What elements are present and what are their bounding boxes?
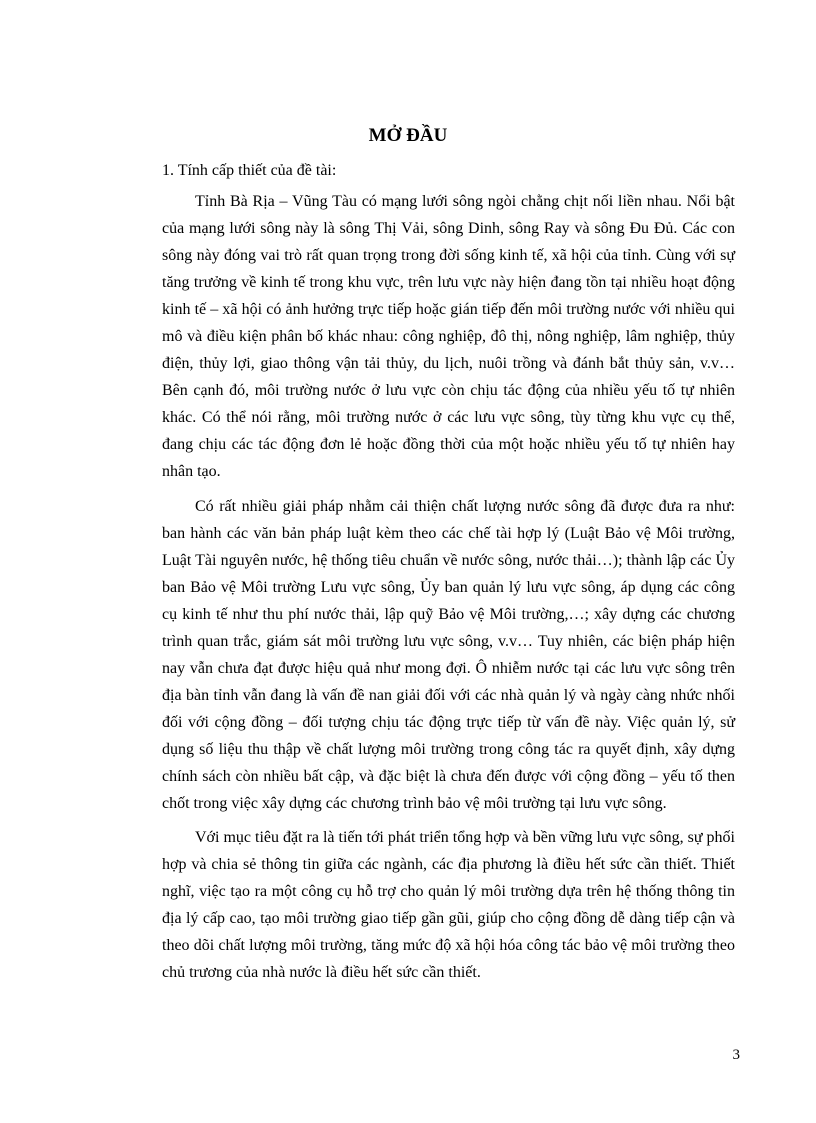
section-heading: 1. Tính cấp thiết của đề tài: bbox=[162, 162, 337, 179]
page-title: MỞ ĐẦU bbox=[368, 125, 448, 146]
paragraph-1: Tỉnh Bà Rịa – Vũng Tàu có mạng lưới sông ngòi chằng chịt nối liền nhau. Nổi bật của mạng lưới sông này là sông Thị Vải, sông Dinh, sông Ray và sông Đu Đủ. Các con sông này đóng vai trò rất quan trọng trong đời sống kinh tế, xã hội của tỉnh. Cùng với sự tăng trưởng về kinh tế trong khu vực, trên lưu vực này hiện đang tồn tại nhiều hoạt động kinh tế – xã hội có ảnh hưởng trực tiếp hoặc gián tiếp đến môi trường nước với nhiều qui mô và điều kiện phân bố khác nhau: công nghiệp, đô thị, nông nghiệp, lâm nghiệp, thủy điện, thủy lợi, giao thông vận tải thủy, du lịch, nuôi trồng và đánh bắt thủy sản, v.v… Bên cạnh đó, môi trường nước ở lưu vực còn chịu tác động của nhiều yếu tố tự nhiên khác. Có thể nói rằng, môi trường nước ở các lưu vực sông, tùy từng khu vực cụ thể, đang chịu các tác động đơn lẻ hoặc đồng thời của một hoặc nhiều yếu tố tự nhiên hay nhân tạo. bbox=[162, 193, 735, 480]
body-text bbox=[162, 188, 735, 994]
paragraph-3: Với mục tiêu đặt ra là tiến tới phát triển tổng hợp và bền vững lưu vực sông, sự phối hợp và chia sẻ thông tin giữa các ngành, các địa phương là điều hết sức cần thiết. Thiết nghĩ, việc tạo ra một công cụ hỗ trợ cho quản lý môi trường dựa trên hệ thống thông tin địa lý cấp cao, tạo môi trường giao tiếp gần gũi, giúp cho cộng đồng dễ dàng tiếp cận và theo dõi chất lượng môi trường, tăng mức độ xã hội hóa công tác bảo vệ môi trường theo chủ trương của nhà nước là điều hết sức cần thiết. bbox=[162, 829, 735, 981]
page-number: 3 bbox=[732, 1047, 740, 1063]
paragraph-2: Có rất nhiều giải pháp nhằm cải thiện chất lượng nước sông đã được đưa ra như: ban hành các văn bản pháp luật kèm theo các chế tài hợp lý (Luật Bảo vệ Môi trường, Luật Tài nguyên nước, hệ thống tiêu chuẩn về nước sông, nước thải…); thành lập các Ủy ban Bảo vệ Môi trường Lưu vực sông, Ủy ban quản lý lưu vực sông, áp dụng các công cụ kinh tế như thu phí nước thải, lập quỹ Bảo vệ Môi trường,…; xây dựng các chương trình quan trắc, giám sát môi trường lưu vực sông, v.v… Tuy nhiên, các biện pháp hiện nay vẫn chưa đạt được hiệu quả như mong đợi. Ô nhiễm nước tại các lưu vực sông trên địa bàn tỉnh vẫn đang là vấn đề nan giải đối với các nhà quản lý và ngày càng nhức nhối đối với cộng đồng – đối tượng chịu tác động trực tiếp từ vấn đề này. Việc quản lý, sử dụng số liệu thu thập về chất lượng môi trường trong công tác ra quyết định, xây dựng chính sách còn nhiều bất cập, và đặc biệt là chưa đến được với cộng đồng – yếu tố then chốt trong việc xây dựng các chương trình bảo vệ môi trường tại lưu vực sông. bbox=[162, 497, 735, 812]
